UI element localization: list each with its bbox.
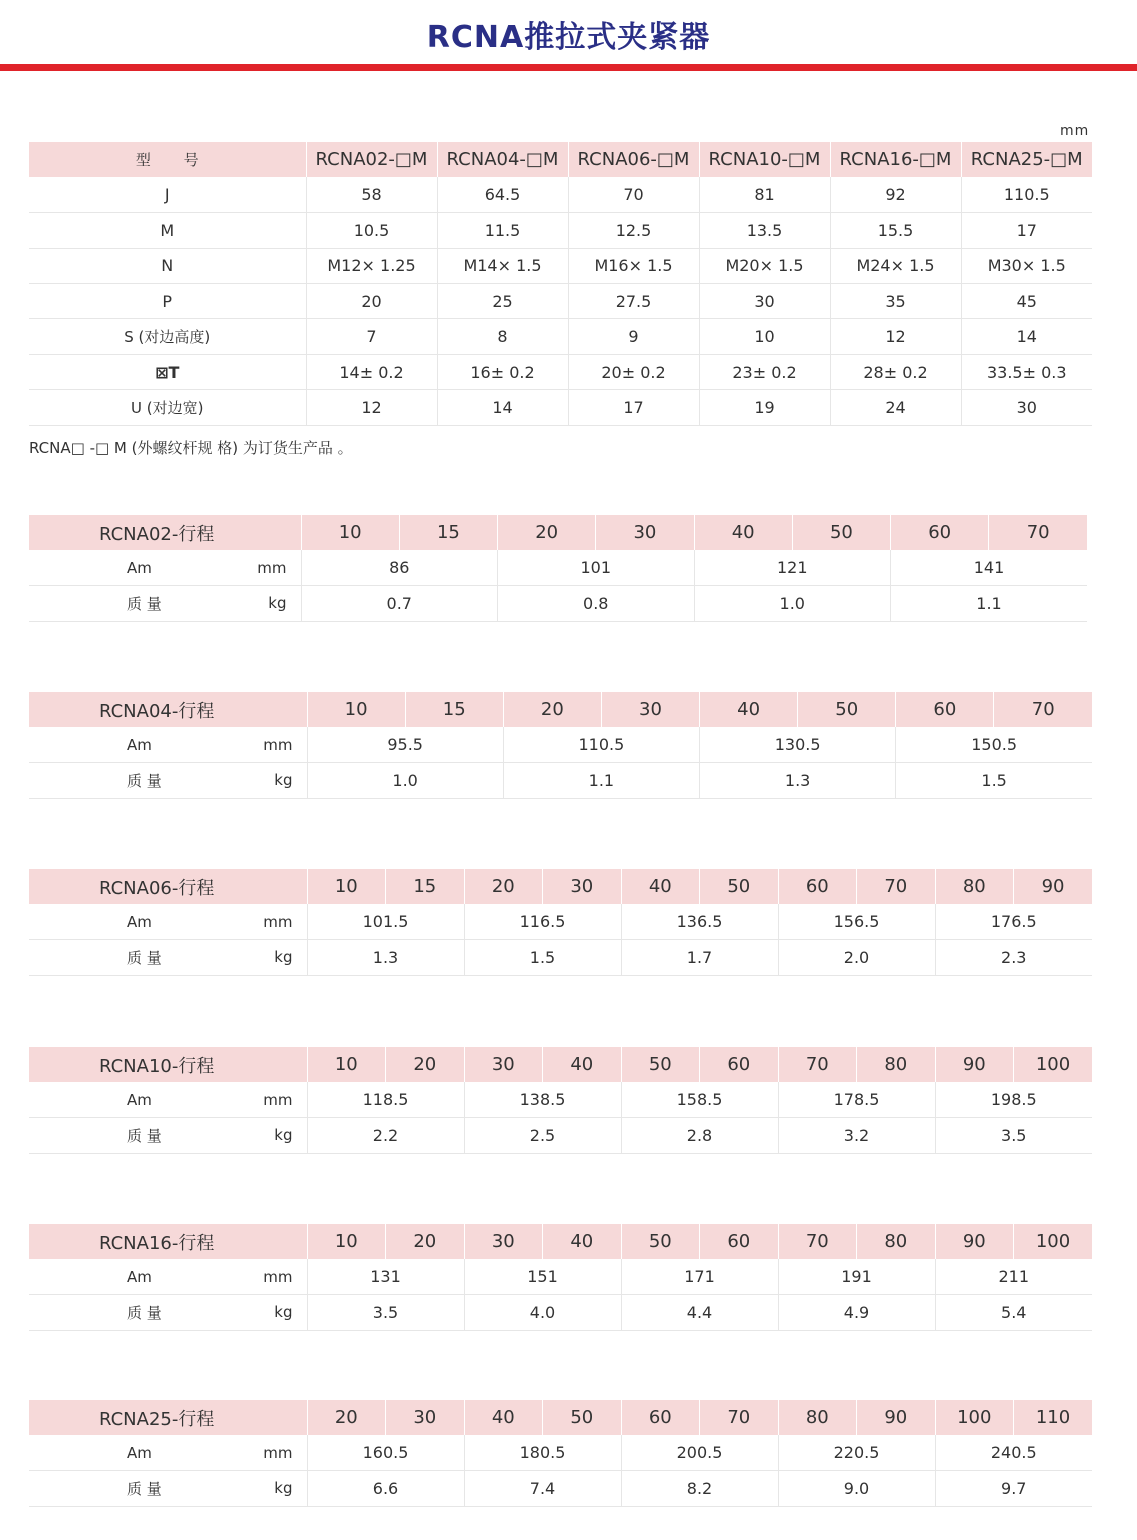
mass-value: 2.5: [464, 1118, 621, 1153]
stroke-value: 80: [857, 1047, 936, 1082]
spec-cell: 8: [437, 319, 568, 354]
am-value: 151: [464, 1259, 621, 1294]
mass-row: [29, 1295, 1092, 1330]
mass-unit: kg: [177, 1471, 307, 1506]
spec-cell: 30: [699, 284, 830, 319]
stroke-value: 90: [935, 1047, 1014, 1082]
spec-cell: M: [29, 213, 306, 248]
am-value: 240.5: [935, 1435, 1092, 1470]
mass-value: 1.3: [700, 763, 896, 798]
stroke-value: 50: [543, 1400, 622, 1435]
spec-cell: 28± 0.2: [830, 354, 961, 389]
spec-cell: 25: [437, 284, 568, 319]
stroke-value: 60: [891, 515, 989, 550]
mass-value: 8.2: [621, 1471, 778, 1506]
mass-value: 3.5: [935, 1118, 1092, 1153]
spec-cell: 10.5: [306, 213, 437, 248]
am-value: 101: [498, 550, 695, 585]
spec-cell: 13.5: [699, 213, 830, 248]
am-row: [29, 904, 1092, 939]
spec-cell: 110.5: [961, 177, 1092, 212]
am-label: Am: [29, 904, 177, 939]
stroke-table-rcna25: [29, 1400, 1092, 1507]
mass-row: [29, 1118, 1092, 1153]
spec-cell: 81: [699, 177, 830, 212]
am-value: 180.5: [464, 1435, 621, 1470]
spec-cell: 27.5: [568, 284, 699, 319]
stroke-value: 40: [700, 692, 798, 727]
mass-value: 2.8: [621, 1118, 778, 1153]
mass-label: 质 量: [29, 940, 177, 975]
stroke-header-row: [29, 515, 1087, 550]
am-value: 158.5: [621, 1082, 778, 1117]
spec-cell: 92: [830, 177, 961, 212]
stroke-value: 60: [778, 869, 857, 904]
stroke-value: 70: [700, 1400, 779, 1435]
mass-label: 质 量: [29, 1118, 177, 1153]
stroke-model-name: RCNA25-行程: [29, 1400, 307, 1435]
mass-value: 4.0: [464, 1295, 621, 1330]
mass-row: [29, 586, 1087, 621]
stroke-value: 50: [792, 515, 890, 550]
spec-cell: 14: [961, 319, 1092, 354]
spec-row: [29, 354, 1092, 389]
stroke-value: 90: [935, 1224, 1014, 1259]
am-value: 101.5: [307, 904, 464, 939]
spec-cell: 24: [830, 390, 961, 425]
spec-cell: 14± 0.2: [306, 354, 437, 389]
stroke-value: 50: [798, 692, 896, 727]
mass-value: 9.0: [778, 1471, 935, 1506]
mass-row: [29, 940, 1092, 975]
spec-header-cell: RCNA25-□M: [961, 142, 1092, 177]
spec-table: [29, 142, 1092, 426]
am-unit: mm: [177, 1259, 307, 1294]
stroke-value: 10: [307, 1224, 386, 1259]
spec-header-cell: RCNA10-□M: [699, 142, 830, 177]
spec-cell: M14× 1.5: [437, 248, 568, 283]
stroke-value: 40: [621, 869, 700, 904]
am-value: 136.5: [621, 904, 778, 939]
am-value: 176.5: [935, 904, 1092, 939]
am-row: [29, 550, 1087, 585]
stroke-value: 50: [621, 1224, 700, 1259]
spec-cell: 33.5± 0.3: [961, 354, 1092, 389]
spec-cell: J: [29, 177, 306, 212]
stroke-value: 30: [543, 869, 622, 904]
spec-cell: 17: [961, 213, 1092, 248]
am-value: 198.5: [935, 1082, 1092, 1117]
stroke-value: 50: [700, 869, 779, 904]
stroke-value: 20: [503, 692, 601, 727]
stroke-header-row: [29, 692, 1092, 727]
spec-row: [29, 248, 1092, 283]
am-value: 156.5: [778, 904, 935, 939]
am-row: [29, 1259, 1092, 1294]
stroke-value: 10: [307, 692, 405, 727]
spec-cell: M12× 1.25: [306, 248, 437, 283]
stroke-model-name: RCNA16-行程: [29, 1224, 307, 1259]
spec-cell: 35: [830, 284, 961, 319]
am-value: 200.5: [621, 1435, 778, 1470]
stroke-value: 30: [464, 1047, 543, 1082]
spec-cell: U (对边宽): [29, 390, 306, 425]
am-value: 131: [307, 1259, 464, 1294]
stroke-value: 40: [464, 1400, 543, 1435]
spec-cell: 30: [961, 390, 1092, 425]
am-unit: mm: [177, 727, 307, 762]
stroke-value: 100: [1014, 1047, 1093, 1082]
am-value: 116.5: [464, 904, 621, 939]
stroke-value: 90: [857, 1400, 936, 1435]
stroke-value: 60: [700, 1224, 779, 1259]
mass-row: [29, 1471, 1092, 1506]
mass-unit: kg: [171, 586, 301, 621]
stroke-value: 80: [857, 1224, 936, 1259]
stroke-value: 30: [596, 515, 694, 550]
spec-cell: 12: [830, 319, 961, 354]
stroke-value: 70: [989, 515, 1087, 550]
spec-cell: 64.5: [437, 177, 568, 212]
am-value: 178.5: [778, 1082, 935, 1117]
mass-unit: kg: [177, 1295, 307, 1330]
stroke-value: 80: [935, 869, 1014, 904]
spec-cell: 11.5: [437, 213, 568, 248]
am-unit: mm: [177, 904, 307, 939]
spec-row: [29, 213, 1092, 248]
mass-value: 2.3: [935, 940, 1092, 975]
mass-value: 7.4: [464, 1471, 621, 1506]
stroke-value: 50: [621, 1047, 700, 1082]
spec-row: [29, 390, 1092, 425]
order-note: RCNA□ -□ M (外螺纹杆规 格) 为订货生产品 。: [29, 439, 353, 457]
stroke-value: 10: [307, 1047, 386, 1082]
spec-cell: M20× 1.5: [699, 248, 830, 283]
spec-cell: 19: [699, 390, 830, 425]
am-value: 138.5: [464, 1082, 621, 1117]
am-unit: mm: [177, 1435, 307, 1470]
am-value: 160.5: [307, 1435, 464, 1470]
spec-cell: 15.5: [830, 213, 961, 248]
stroke-model-name: RCNA06-行程: [29, 869, 307, 904]
spec-header-cell: RCNA02-□M: [306, 142, 437, 177]
stroke-value: 20: [498, 515, 596, 550]
spec-cell: 17: [568, 390, 699, 425]
mass-value: 6.6: [307, 1471, 464, 1506]
spec-cell: 45: [961, 284, 1092, 319]
mass-value: 1.5: [896, 763, 1092, 798]
mass-value: 1.7: [621, 940, 778, 975]
stroke-value: 20: [464, 869, 543, 904]
spec-header-cell: 型 号: [29, 142, 306, 177]
spec-cell: 20: [306, 284, 437, 319]
stroke-header-row: [29, 1400, 1092, 1435]
mass-value: 1.5: [464, 940, 621, 975]
spec-cell: 70: [568, 177, 699, 212]
stroke-model-name: RCNA02-行程: [29, 515, 301, 550]
am-label: Am: [29, 1435, 177, 1470]
stroke-value: 70: [778, 1047, 857, 1082]
stroke-value: 80: [778, 1400, 857, 1435]
am-unit: mm: [177, 1082, 307, 1117]
mass-value: 1.0: [307, 763, 503, 798]
mass-value: 1.1: [503, 763, 699, 798]
stroke-table-rcna16: [29, 1224, 1092, 1331]
stroke-value: 110: [1014, 1400, 1093, 1435]
spec-cell: 23± 0.2: [699, 354, 830, 389]
mass-value: 1.1: [891, 586, 1088, 621]
stroke-value: 20: [386, 1047, 465, 1082]
stroke-table-rcna02: [29, 515, 1087, 622]
am-row: [29, 1082, 1092, 1117]
stroke-value: 100: [935, 1400, 1014, 1435]
spec-cell: M24× 1.5: [830, 248, 961, 283]
am-value: 150.5: [896, 727, 1092, 762]
am-value: 191: [778, 1259, 935, 1294]
mass-label: 质 量: [29, 1471, 177, 1506]
stroke-value: 100: [1014, 1224, 1093, 1259]
am-value: 121: [694, 550, 891, 585]
mass-value: 2.0: [778, 940, 935, 975]
stroke-header-row: [29, 1224, 1092, 1259]
spec-header-cell: RCNA06-□M: [568, 142, 699, 177]
mass-value: 4.4: [621, 1295, 778, 1330]
am-value: 220.5: [778, 1435, 935, 1470]
stroke-value: 10: [301, 515, 399, 550]
mass-value: 0.7: [301, 586, 498, 621]
stroke-value: 30: [601, 692, 699, 727]
spec-cell: ⊠T: [29, 354, 306, 389]
spec-cell: N: [29, 248, 306, 283]
stroke-value: 40: [543, 1224, 622, 1259]
mass-value: 1.0: [694, 586, 891, 621]
stroke-value: 15: [399, 515, 497, 550]
spec-cell: 58: [306, 177, 437, 212]
spec-cell: 9: [568, 319, 699, 354]
mass-value: 2.2: [307, 1118, 464, 1153]
mass-label: 质 量: [29, 763, 177, 798]
mass-value: 3.2: [778, 1118, 935, 1153]
stroke-value: 20: [307, 1400, 386, 1435]
spec-row: [29, 319, 1092, 354]
stroke-value: 30: [464, 1224, 543, 1259]
spec-cell: 20± 0.2: [568, 354, 699, 389]
am-label: Am: [29, 1259, 177, 1294]
mass-value: 1.3: [307, 940, 464, 975]
spec-cell: 10: [699, 319, 830, 354]
mass-unit: kg: [177, 1118, 307, 1153]
mass-unit: kg: [177, 763, 307, 798]
stroke-model-name: RCNA04-行程: [29, 692, 307, 727]
spec-cell: M16× 1.5: [568, 248, 699, 283]
am-value: 141: [891, 550, 1088, 585]
stroke-value: 60: [896, 692, 994, 727]
stroke-value: 30: [386, 1400, 465, 1435]
stroke-header-row: [29, 1047, 1092, 1082]
stroke-value: 10: [307, 869, 386, 904]
mass-value: 9.7: [935, 1471, 1092, 1506]
mass-label: 质 量: [29, 1295, 177, 1330]
spec-cell: M30× 1.5: [961, 248, 1092, 283]
am-unit: mm: [171, 550, 301, 585]
stroke-value: 40: [543, 1047, 622, 1082]
mass-row: [29, 763, 1092, 798]
am-value: 95.5: [307, 727, 503, 762]
spec-header-row: [29, 142, 1092, 177]
stroke-model-name: RCNA10-行程: [29, 1047, 307, 1082]
mass-value: 3.5: [307, 1295, 464, 1330]
spec-row: [29, 284, 1092, 319]
spec-cell: 12.5: [568, 213, 699, 248]
stroke-value: 15: [386, 869, 465, 904]
am-value: 211: [935, 1259, 1092, 1294]
am-value: 110.5: [503, 727, 699, 762]
spec-header-cell: RCNA16-□M: [830, 142, 961, 177]
am-label: Am: [29, 550, 171, 585]
am-value: 118.5: [307, 1082, 464, 1117]
stroke-value: 70: [994, 692, 1092, 727]
am-value: 86: [301, 550, 498, 585]
spec-cell: S (对边高度): [29, 319, 306, 354]
spec-cell: 12: [306, 390, 437, 425]
am-value: 171: [621, 1259, 778, 1294]
spec-header-cell: RCNA04-□M: [437, 142, 568, 177]
unit-label: mm: [1060, 123, 1090, 139]
spec-cell: 16± 0.2: [437, 354, 568, 389]
stroke-value: 70: [778, 1224, 857, 1259]
am-row: [29, 1435, 1092, 1470]
stroke-value: 20: [386, 1224, 465, 1259]
stroke-value: 40: [694, 515, 792, 550]
mass-value: 5.4: [935, 1295, 1092, 1330]
spec-cell: 14: [437, 390, 568, 425]
mass-unit: kg: [177, 940, 307, 975]
stroke-header-row: [29, 869, 1092, 904]
stroke-value: 15: [405, 692, 503, 727]
stroke-value: 70: [857, 869, 936, 904]
spec-row: [29, 177, 1092, 212]
stroke-value: 90: [1014, 869, 1093, 904]
stroke-table-rcna06: [29, 869, 1092, 976]
title-divider: [0, 64, 1137, 71]
am-label: Am: [29, 1082, 177, 1117]
stroke-value: 60: [621, 1400, 700, 1435]
am-label: Am: [29, 727, 177, 762]
spec-cell: P: [29, 284, 306, 319]
spec-cell: 7: [306, 319, 437, 354]
am-value: 130.5: [700, 727, 896, 762]
am-row: [29, 727, 1092, 762]
page-title: RCNA推拉式夹紧器: [426, 20, 711, 55]
stroke-table-rcna10: [29, 1047, 1092, 1154]
mass-value: 4.9: [778, 1295, 935, 1330]
mass-value: 0.8: [498, 586, 695, 621]
stroke-table-rcna04: [29, 692, 1092, 799]
stroke-value: 60: [700, 1047, 779, 1082]
mass-label: 质 量: [29, 586, 171, 621]
